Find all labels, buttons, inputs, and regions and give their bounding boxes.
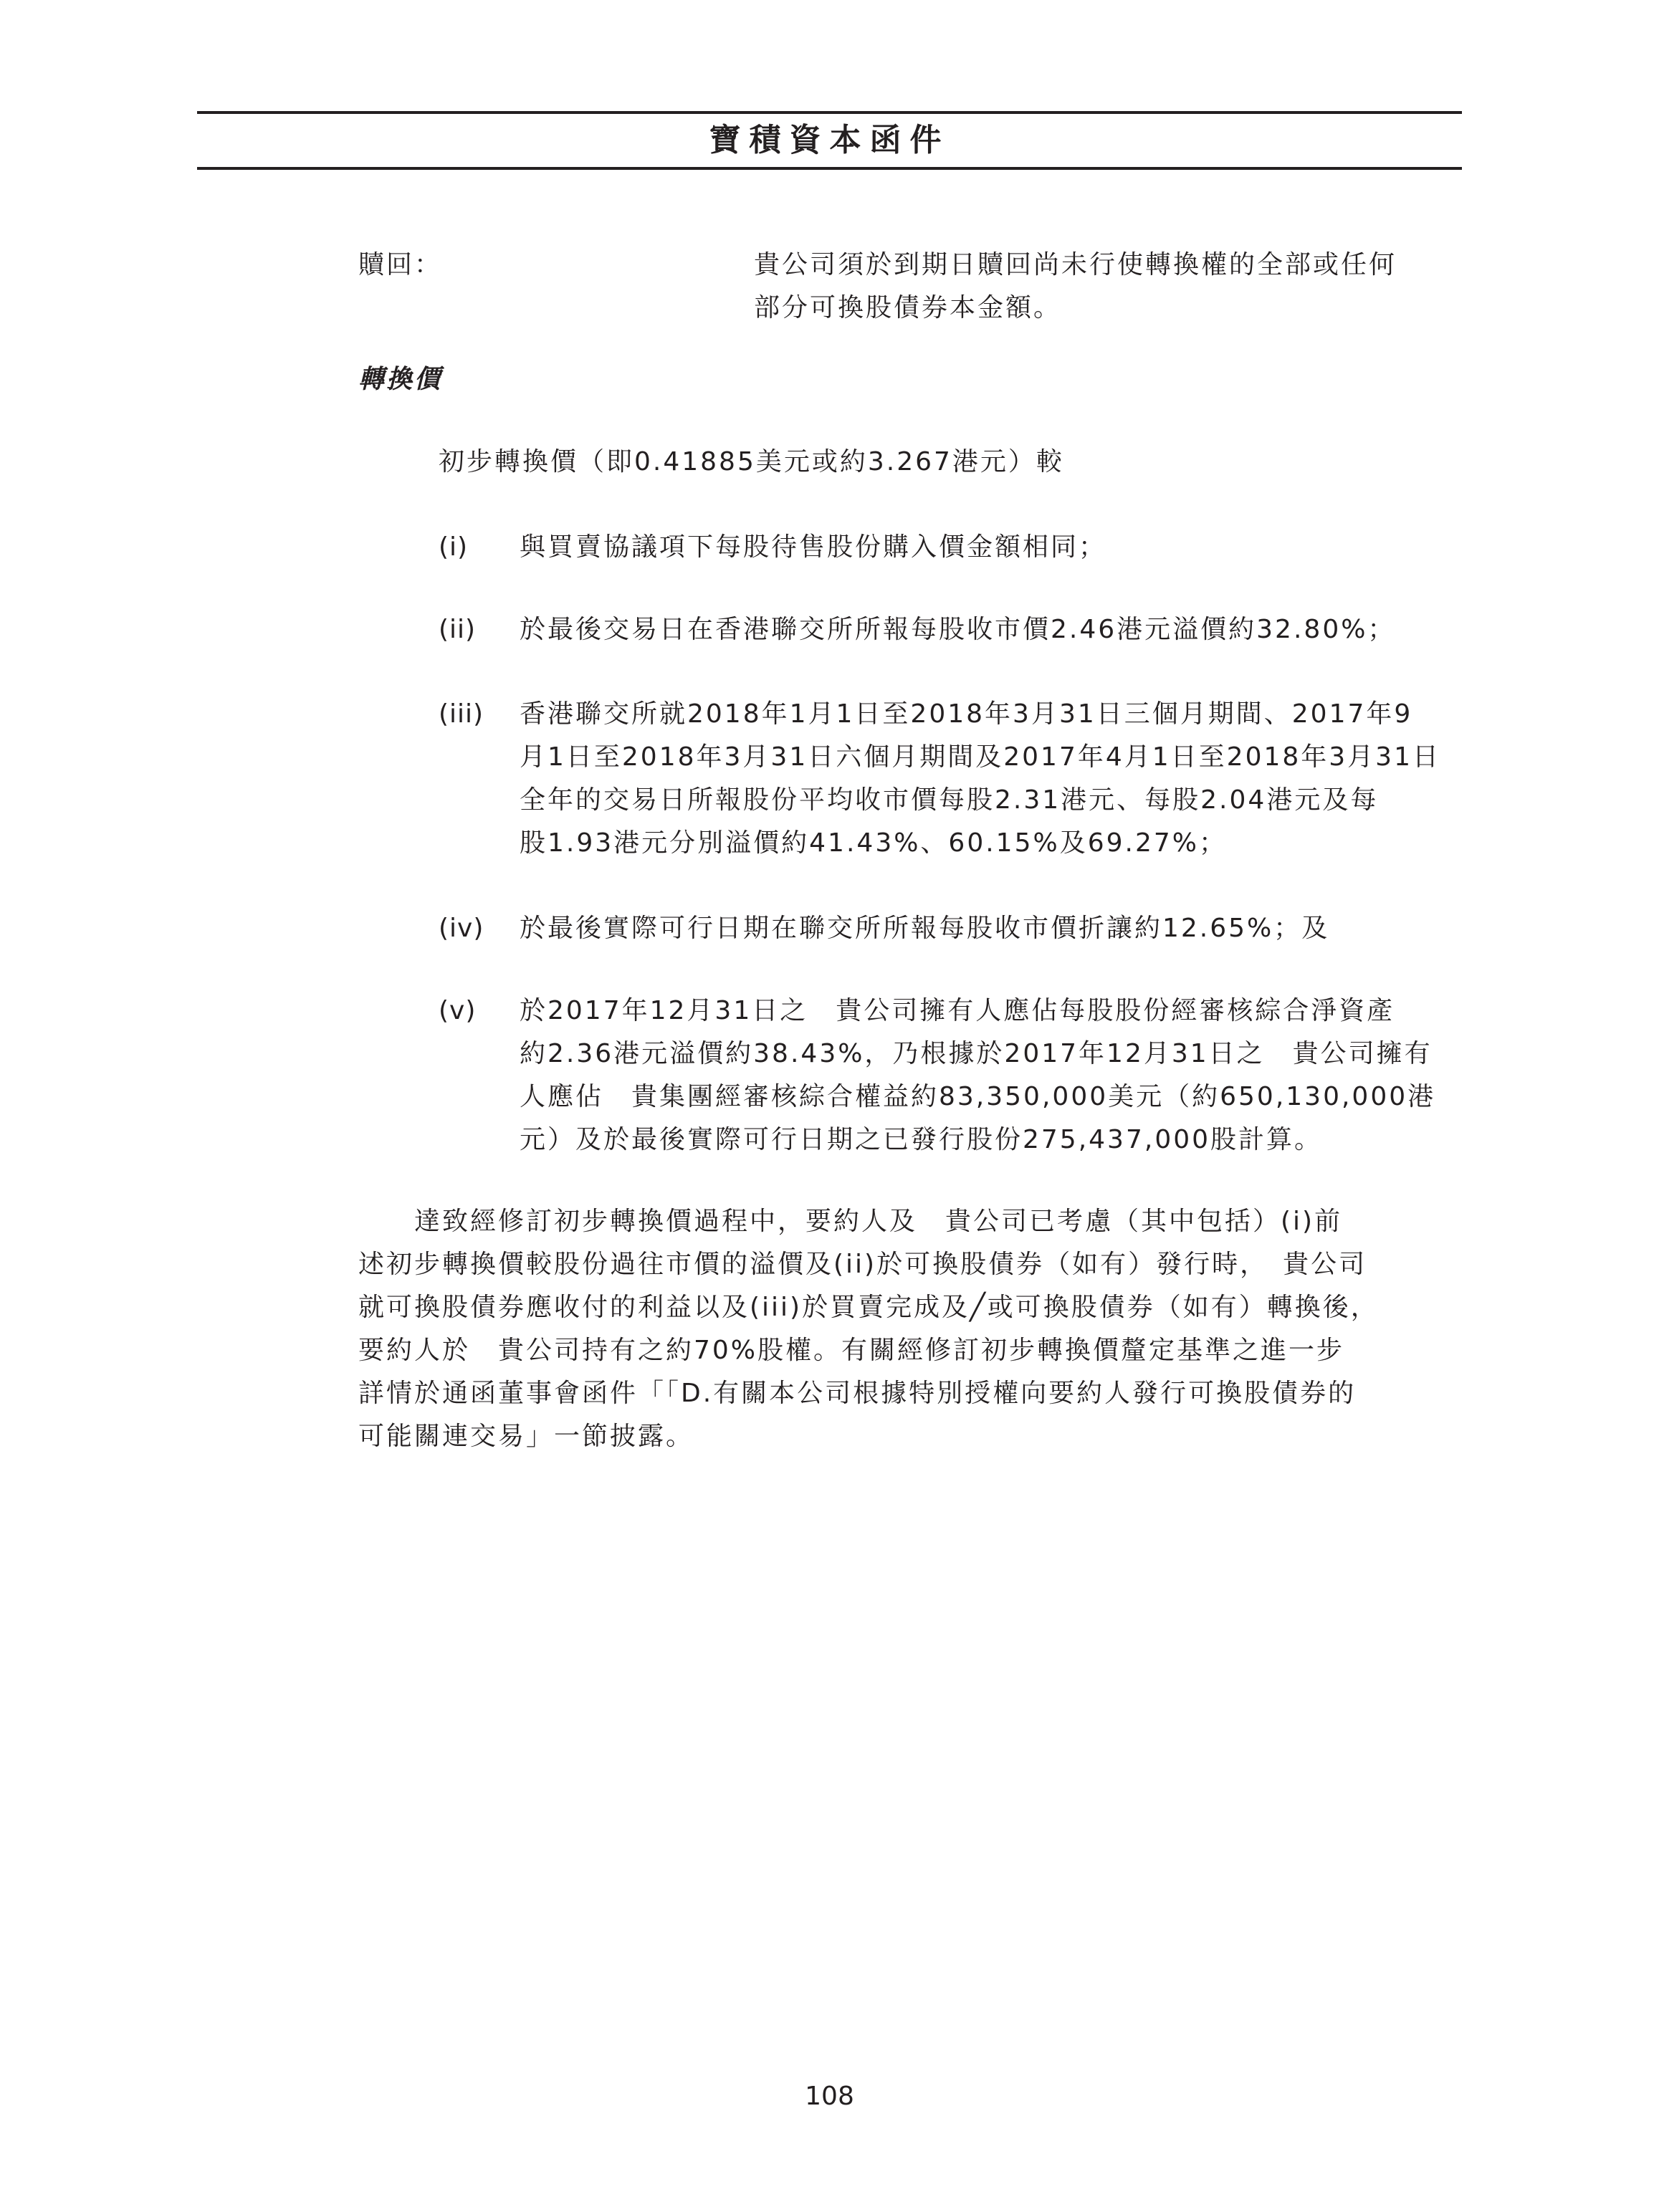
list-item-text: 約2.36港元溢價約38.43%，乃根據於2017年12月31日之 貴公司擁有: [520, 1039, 1433, 1068]
list-item-text: 股1.93港元分別溢價約41.43%、60.15%及69.27%；: [520, 828, 1227, 858]
redemption-label: 贖回：: [358, 250, 443, 279]
list-item-text: 於最後實際可行日期在聯交所所報每股收市價折讓約12.65%；及: [520, 914, 1330, 943]
closing-paragraph-line: 述初步轉換價較股份過往市價的溢價及(ii)於可換股債券（如有）發行時， 貴公司: [358, 1250, 1367, 1279]
closing-paragraph-line: 就可換股債券應收付的利益以及(iii)於買賣完成及╱或可換股債券（如有）轉換後，: [358, 1293, 1379, 1322]
list-item-number: (ii): [439, 615, 477, 644]
list-item-text: 人應佔 貴集團經審核綜合權益約83,350,000美元（約650,130,000港: [520, 1082, 1436, 1111]
list-item-text: 全年的交易日所報股份平均收市價每股2.31港元、每股2.04港元及每: [520, 785, 1379, 815]
list-item-number: (iii): [439, 699, 484, 729]
closing-paragraph-line: 要約人於 貴公司持有之約70%股權。有關經修訂初步轉換價釐定基準之進一步: [358, 1336, 1345, 1365]
section-heading: 轉換價: [358, 365, 443, 394]
conversion-intro: 初步轉換價（即0.41885美元或約3.267港元）較: [439, 447, 1064, 477]
page-number: 108: [805, 2082, 854, 2111]
list-item-text: 香港聯交所就2018年1月1日至2018年3月31日三個月期間、2017年9: [520, 699, 1413, 729]
letter-header-title: 寶積資本函件: [709, 122, 950, 158]
list-item-text: 於2017年12月31日之 貴公司擁有人應佔每股股份經審核綜合淨資產: [520, 996, 1395, 1025]
closing-paragraph-line: 可能關連交易」一節披露。: [358, 1422, 694, 1451]
list-item-number: (i): [439, 532, 469, 562]
list-item-text: 元）及於最後實際可行日期之已發行股份275,437,000股計算。: [520, 1125, 1323, 1154]
closing-paragraph-line: 詳情於通函董事會函件「「D.有關本公司根據特別授權向要約人發行可換股債券的: [358, 1379, 1357, 1408]
list-item-number: (v): [439, 996, 477, 1025]
list-item-text: 與買賣協議項下每股待售股份購入價金額相同；: [520, 532, 1107, 562]
list-item-text: 月1日至2018年3月31日六個月期間及2017年4月1日至2018年3月31日: [520, 742, 1440, 772]
redemption-text-line: 部分可換股債券本金額。: [754, 293, 1062, 322]
header-top-rule: [197, 111, 1462, 114]
redemption-text-line: 貴公司須於到期日贖回尚未行使轉換權的全部或任何: [754, 250, 1397, 279]
closing-paragraph-line: 達致經修訂初步轉換價過程中，要約人及 貴公司已考慮（其中包括）(i)前: [358, 1207, 1343, 1236]
list-item-text: 於最後交易日在香港聯交所所報每股收市價2.46港元溢價約32.80%；: [520, 615, 1396, 644]
header-bottom-rule: [197, 167, 1462, 170]
list-item-number: (iv): [439, 914, 484, 943]
